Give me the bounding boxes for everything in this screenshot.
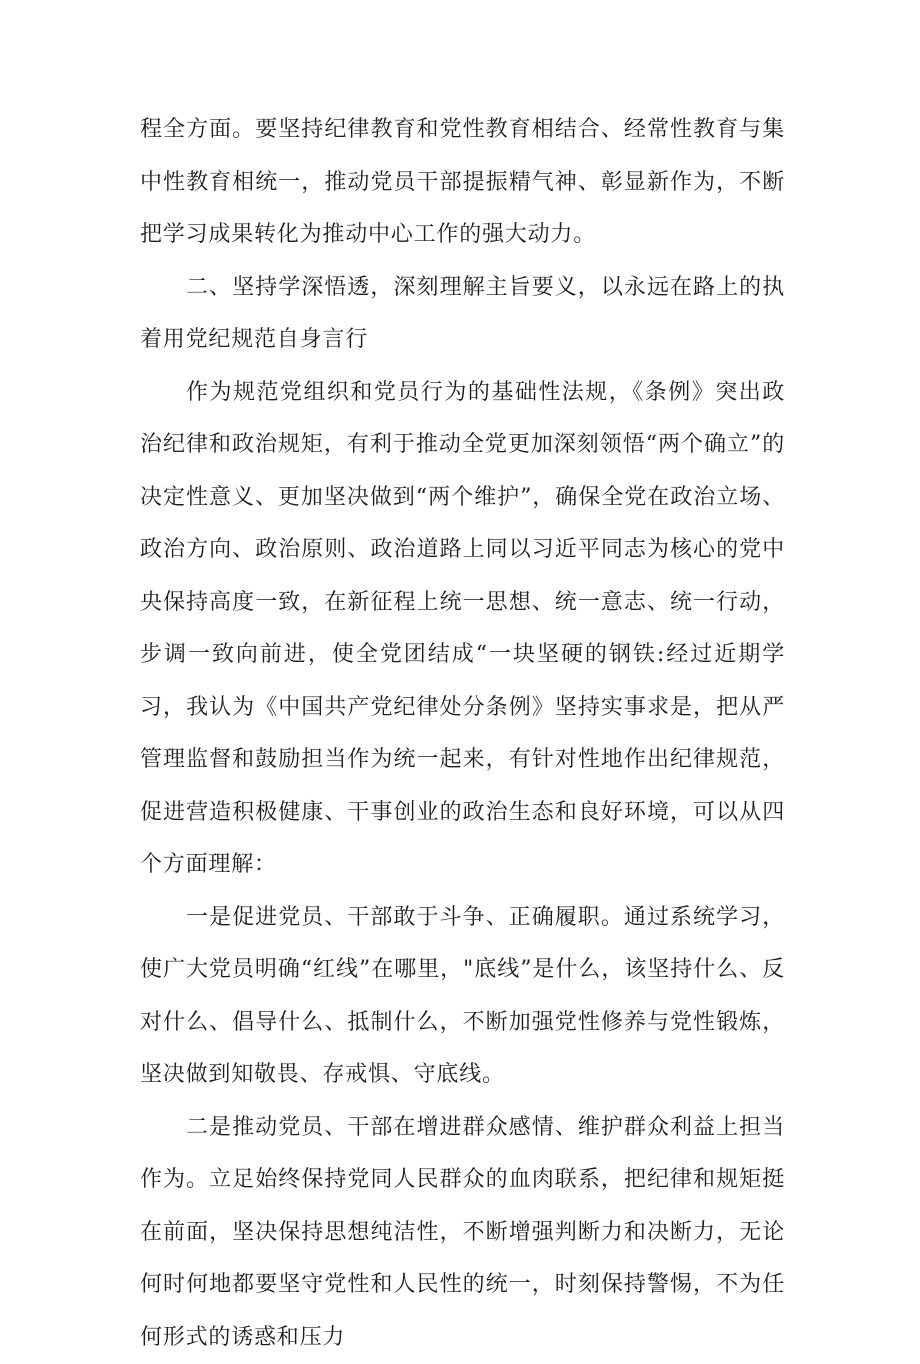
document-body bbox=[140, 104, 785, 1364]
paragraph-point-one: 一是促进党员、干部敢于斗争、正确履职。通过系统学习，使广大党员明确“红线”在哪里，"底线”是什么，该坚持什么、反对什么、倡导什么、抵制什么，不断加强党性修养与党性锻炼，坚决做到知敬畏、存戒惧、守底线。 bbox=[140, 892, 785, 1102]
section-heading-2: 二、坚持学深悟透，深刻理解主旨要义，以永远在路上的执着用党纪规范自身言行 bbox=[140, 262, 785, 367]
paragraph-continuation: 程全方面。要坚持纪律教育和党性教育相结合、经常性教育与集中性教育相统一，推动党员干部提振精气神、彰显新作为，不断把学习成果转化为推动中心工作的强大动力。 bbox=[140, 104, 785, 262]
paragraph-regulation-overview: 作为规范党组织和党员行为的基础性法规，《条例》突出政治纪律和政治规矩，有利于推动全党更加深刻领悟“两个确立”的决定性意义、更加坚决做到“两个维护”，确保全党在政治立场、政治方向、政治原则、政治道路上同以习近平同志为核心的党中央保持高度一致，在新征程上统一思想、统一意志、统一行动，步调一致向前进，使全党团结成“一块坚硬的钢铁:经过近期学习，我认为《中国共产党纪律处分条例》坚持实事求是，把从严管理监督和鼓励担当作为统一起来，有针对性地作出纪律规范，促进营造积极健康、干事创业的政治生态和良好环境，可以从四个方面理解： bbox=[140, 367, 785, 892]
paragraph-point-two: 二是推动党员、干部在增进群众感情、维护群众利益上担当作为。立足始终保持党同人民群众的血肉联系，把纪律和规矩挺在前面，坚决保持思想纯洁性，不断增强判断力和决断力，无论何时何地都要坚守党性和人民性的统一，时刻保持警惕，不为任何形式的诱惑和压力 bbox=[140, 1102, 785, 1364]
